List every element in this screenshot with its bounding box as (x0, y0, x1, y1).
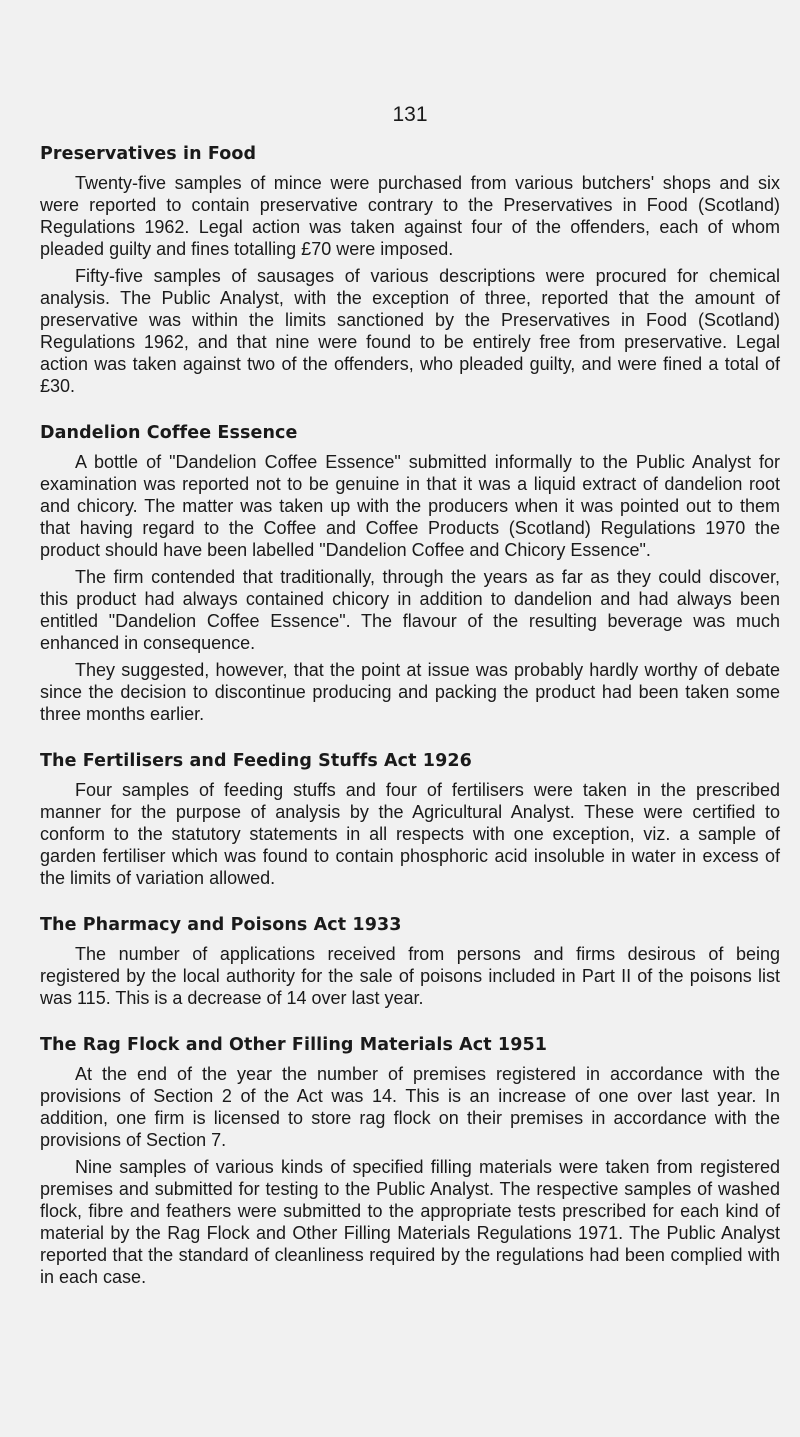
section-heading: The Fertilisers and Feeding Stuffs Act 1926 (40, 751, 472, 771)
paragraph: At the end of the year the number of premises registered in accordance with the provisions of Section 2 of the Act was 14. This is an increase of one over last year. In addition, one firm is licensed to store rag flock on their premises in accordance with the provisions of Section 7. (40, 1064, 780, 1150)
paragraph: Twenty-five samples of mince were purchased from various butchers' shops and six were reported to contain preservative contrary to the Preservatives in Food (Scotland) Regulations 1962. Legal action was taken against four of the offenders, each of whom pleaded guilty and fines totalling £70 were imposed. (40, 173, 780, 259)
section-rag-flock (40, 1035, 780, 1288)
page-content (40, 144, 780, 1314)
section-pharmacy-poisons (40, 915, 780, 1009)
section-fertilisers (40, 751, 780, 889)
page-number: 131 (392, 103, 428, 126)
section-dandelion-coffee (40, 423, 780, 725)
paragraph: Nine samples of various kinds of specified filling materials were taken from registered premises and submitted for testing to the Public Analyst. The respective samples of washed flock, fibre and feathers were submitted to the appropriate tests prescribed for each kind of material by the Rag Flock and Other Filling Materials Regulations 1971. The Public Analyst reported that the standard of cleanliness required by the regulations had been complied with in each case. (40, 1157, 780, 1287)
paragraph: Fifty-five samples of sausages of various descriptions were procured for chemical analysis. The Public Analyst, with the exception of three, reported that the amount of preservative was within the limits sanctioned by the Preservatives in Food (Scotland) Regulations 1962, and that nine were found to be entirely free from preservative. Legal action was taken against two of the offenders, who pleaded guilty, and were fined a total of £30. (40, 266, 780, 396)
paragraph: The number of applications received from persons and firms desirous of being registered by the local authority for the sale of poisons included in Part II of the poisons list was 115. This is a decrease of 14 over last year. (40, 944, 780, 1008)
paragraph: The firm contended that traditionally, through the years as far as they could discover, this product had always contained chicory in addition to dandelion and had always been entitled "Dandelion Coffee Essence". The flavour of the resulting beverage was much enhanced in consequence. (40, 567, 780, 653)
section-heading: The Rag Flock and Other Filling Materials Act 1951 (40, 1035, 548, 1055)
paragraph: They suggested, however, that the point at issue was probably hardly worthy of debate since the decision to discontinue producing and packing the product had been taken some three months earlier. (40, 660, 780, 724)
section-heading: The Pharmacy and Poisons Act 1933 (40, 915, 402, 935)
section-heading: Dandelion Coffee Essence (40, 423, 298, 443)
paragraph: A bottle of "Dandelion Coffee Essence" submitted informally to the Public Analyst for examination was reported not to be genuine in that it was a liquid extract of dandelion root and chicory. The matter was taken up with the producers when it was pointed out to them that having regard to the Coffee and Coffee Products (Scotland) Regulations 1970 the product should have been labelled "Dandelion Coffee and Chicory Essence". (40, 452, 780, 560)
section-preservatives (40, 144, 780, 397)
paragraph: Four samples of feeding stuffs and four of fertilisers were taken in the prescribed manner for the purpose of analysis by the Agricultural Analyst. These were certified to conform to the statutory statements in all respects with one exception, viz. a sample of garden fertiliser which was found to contain phosphoric acid insoluble in water in excess of the limits of variation allowed. (40, 780, 780, 888)
section-heading: Preservatives in Food (40, 144, 257, 164)
